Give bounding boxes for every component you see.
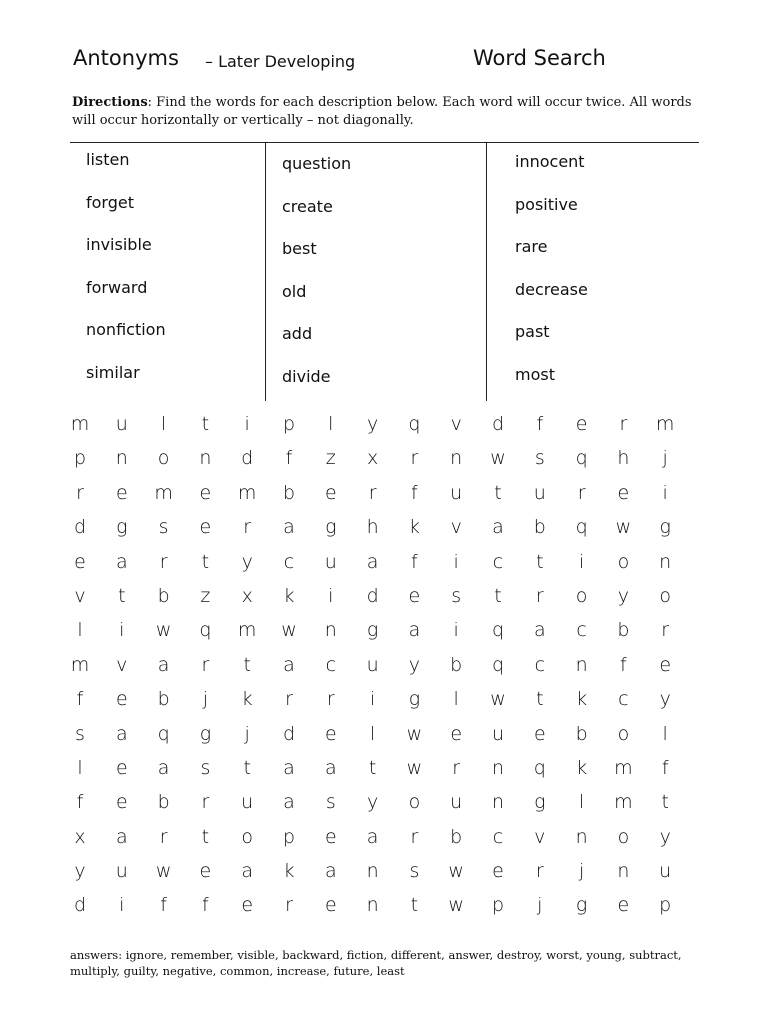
grid-letter[interactable]: q [491,619,505,642]
word-table-top-rule [70,142,699,143]
grid-letter[interactable]: w [448,894,464,917]
grid-letter[interactable]: d [241,447,254,470]
grid-letter[interactable]: m [237,619,257,642]
grid-letter[interactable]: w [406,756,423,779]
grid-letter[interactable]: t [494,481,502,504]
grid-letter[interactable]: v [450,413,462,435]
grid-letter[interactable]: i [119,894,125,917]
grid-letter[interactable]: w [490,688,506,711]
grid-letter[interactable]: e [575,413,588,435]
grid-letter[interactable]: j [662,447,668,470]
grid-letter[interactable]: j [578,860,585,883]
grid-letter[interactable]: v [534,825,546,848]
grid-letter[interactable]: e [324,722,337,745]
grid-letter[interactable]: y [659,688,671,711]
grid-letter[interactable]: j [202,688,209,711]
grid-letter[interactable]: g [534,791,546,814]
clue-word: past [515,322,550,342]
grid-letter[interactable]: m [614,791,633,814]
grid-letter[interactable]: l [578,791,585,814]
word-column [515,152,588,408]
grid-letter[interactable]: u [366,653,379,676]
answer-key: answers: ignore, remember, visible, backward, fiction, different, answer, destroy, worst, young, subtract, multiply, guilty, negative, common, increase, future, least [70,948,682,978]
grid-letter[interactable]: n [366,894,379,917]
grid-letter[interactable]: q [491,653,505,676]
grid-letter[interactable]: n [575,825,588,848]
grid-letter[interactable]: r [159,825,168,848]
grid-letter[interactable]: y [366,791,379,814]
grid-letter[interactable]: a [492,516,504,539]
grid-letter[interactable]: v [450,516,462,539]
grid-letter[interactable]: b [157,688,170,711]
grid-letter[interactable]: y [659,825,671,848]
grid-letter[interactable]: a [283,756,295,779]
grid-letter[interactable]: e [115,481,128,504]
grid-letter[interactable]: k [283,584,295,607]
grid-letter[interactable]: l [77,619,83,642]
grid-letter[interactable]: u [659,860,672,883]
grid-letter[interactable]: n [450,447,463,470]
grid-letter[interactable]: s [200,756,211,779]
grid-letter[interactable]: r [243,516,252,539]
grid-letter[interactable]: u [450,481,463,504]
grid-letter[interactable]: w [615,516,632,539]
grid-letter[interactable]: q [575,447,588,470]
grid-letter[interactable]: t [201,825,210,848]
grid-letter[interactable]: g [325,516,337,539]
grid-letter[interactable]: r [661,619,670,642]
grid-letter[interactable]: i [662,481,668,504]
grid-letter[interactable]: a [533,619,546,642]
grid-letter[interactable]: l [453,688,459,711]
grid-letter[interactable]: r [577,481,586,504]
grid-letter[interactable]: n [115,447,128,470]
grid-letter[interactable]: e [617,481,630,504]
grid-row [60,616,690,650]
grid-letter[interactable]: k [241,688,253,711]
clue-word: innocent [515,152,585,171]
grid-letter[interactable]: f [76,791,84,814]
grid-letter[interactable]: h [366,516,379,539]
grid-letter[interactable]: v [74,584,86,607]
grid-letter[interactable]: j [244,722,250,745]
grid-letter[interactable]: l [369,722,376,745]
grid-letter[interactable]: e [199,481,212,504]
grid-letter[interactable]: e [659,653,672,676]
grid-letter[interactable]: c [576,619,587,642]
grid-letter[interactable]: l [662,722,668,745]
grid-letter[interactable]: e [492,860,504,883]
grid-letter[interactable]: x [74,825,86,848]
grid-letter[interactable]: e [617,894,630,917]
grid-letter[interactable]: t [201,550,210,573]
grid-letter[interactable]: c [492,550,504,573]
grid-letter[interactable]: b [450,653,463,676]
grid-letter[interactable]: x [241,584,253,607]
grid-letter[interactable]: n [575,653,588,676]
grid-letter[interactable]: i [453,619,459,642]
grid-letter[interactable]: g [575,894,588,917]
grid-letter[interactable]: k [576,688,588,711]
worksheet-type: Word Search [473,46,606,70]
grid-letter[interactable]: o [241,825,253,848]
worksheet-header [73,46,693,80]
grid-letter[interactable]: r [159,550,168,573]
grid-letter[interactable]: w [281,619,297,642]
grid-letter[interactable]: e [450,722,463,745]
grid-letter[interactable]: t [368,756,377,779]
grid-letter[interactable]: z [200,584,211,607]
grid-row [60,788,690,822]
grid-letter[interactable]: r [410,447,419,470]
grid-letter[interactable]: d [491,413,505,435]
grid-letter[interactable]: y [74,860,86,883]
grid-letter[interactable]: e [408,584,421,607]
grid-row [60,754,690,788]
grid-letter[interactable]: a [408,619,421,642]
grid-letter[interactable]: q [575,516,588,539]
grid-letter[interactable]: m [70,413,90,435]
letter-grid [60,410,690,926]
grid-letter[interactable]: f [411,481,418,504]
grid-letter[interactable]: e [115,688,128,711]
grid-letter[interactable]: d [282,722,296,745]
grid-letter[interactable]: r [76,481,84,504]
grid-letter[interactable]: l [77,756,83,779]
grid-letter[interactable]: f [411,550,418,573]
clue-word: create [282,196,333,216]
clue-word: listen [86,150,130,169]
grid-letter[interactable]: y [408,653,421,676]
grid-letter[interactable]: e [74,550,86,573]
grid-letter[interactable]: i [328,584,334,607]
grid-letter[interactable]: a [283,516,295,539]
grid-letter[interactable]: v [116,653,128,676]
grid-letter[interactable]: u [115,860,128,883]
grid-row [60,410,690,444]
grid-letter[interactable]: i [119,619,125,642]
grid-letter[interactable]: o [617,550,630,573]
grid-letter[interactable]: p [659,894,672,917]
grid-letter[interactable]: c [618,688,629,711]
grid-letter[interactable]: d [366,584,379,607]
grid-letter[interactable]: e [324,894,337,917]
worksheet-subtitle: – Later Developing [205,52,356,71]
grid-letter[interactable]: d [73,516,87,539]
grid-row [60,444,690,478]
directions-label: Directions [72,95,148,110]
grid-letter[interactable]: l [328,413,334,435]
grid-letter[interactable]: e [115,791,128,814]
grid-letter[interactable]: f [536,413,544,435]
grid-letter[interactable]: g [366,619,379,642]
grid-letter[interactable]: f [202,894,209,917]
grid-row [60,513,690,547]
grid-letter[interactable]: p [491,894,505,917]
grid-letter[interactable]: l [160,413,167,435]
grid-letter[interactable]: p [73,447,87,470]
grid-letter[interactable]: i [244,413,250,435]
grid-letter[interactable]: u [450,791,463,814]
grid-row [60,857,690,891]
grid-letter[interactable]: a [366,825,379,848]
grid-letter[interactable]: t [494,584,502,607]
grid-letter[interactable]: b [157,791,170,814]
grid-letter[interactable]: n [366,860,379,883]
grid-letter[interactable]: q [533,756,546,779]
grid-letter[interactable]: n [491,756,505,779]
grid-letter[interactable]: o [617,825,630,848]
grid-letter[interactable]: m [655,413,675,435]
grid-letter[interactable]: g [199,722,212,745]
grid-letter[interactable]: h [617,447,630,470]
grid-letter[interactable]: e [199,860,212,883]
grid-letter[interactable]: i [369,688,376,711]
grid-letter[interactable]: f [76,688,84,711]
clue-word: old [282,281,307,301]
grid-letter[interactable]: n [491,791,505,814]
grid-letter[interactable]: b [533,516,546,539]
grid-letter[interactable]: t [661,791,669,814]
grid-letter[interactable]: n [324,619,337,642]
grid-letter[interactable]: n [617,860,630,883]
grid-letter[interactable]: s [75,722,85,745]
grid-letter[interactable]: r [619,413,628,435]
grid-letter[interactable]: e [533,722,546,745]
grid-letter[interactable]: w [406,722,423,745]
grid-letter[interactable]: f [661,756,669,779]
grid-letter[interactable]: r [452,756,461,779]
grid-row [60,479,690,513]
grid-letter[interactable]: r [201,791,210,814]
grid-letter[interactable]: y [617,584,630,607]
grid-letter[interactable]: k [576,756,588,779]
grid-letter[interactable]: r [535,860,544,883]
grid-letter[interactable]: t [118,584,126,607]
grid-letter[interactable]: w [155,619,172,642]
grid-row [60,651,690,685]
grid-letter[interactable]: e [115,756,128,779]
clue-word: forward [86,277,148,297]
clue-word: question [282,154,352,173]
clue-word: most [515,364,555,384]
grid-letter[interactable]: m [70,653,90,676]
grid-letter[interactable]: p [282,413,296,435]
grid-letter[interactable]: n [199,447,212,470]
grid-letter[interactable]: f [620,653,627,676]
grid-letter[interactable]: a [115,722,128,745]
clue-word: nonfiction [86,320,166,340]
grid-letter[interactable]: d [73,894,87,917]
grid-letter[interactable]: t [536,550,544,573]
grid-letter[interactable]: b [450,825,463,848]
grid-letter[interactable]: c [325,653,337,676]
grid-letter[interactable]: t [410,894,419,917]
grid-letter[interactable]: r [285,894,293,917]
grid-letter[interactable]: r [201,653,210,676]
grid-letter[interactable]: q [408,413,421,435]
grid-letter[interactable]: b [575,722,588,745]
directions-paragraph [72,94,702,130]
grid-letter[interactable]: e [199,516,212,539]
grid-letter[interactable]: m [614,756,633,779]
grid-letter[interactable]: s [451,584,462,607]
grid-letter[interactable]: q [157,722,170,745]
grid-letter[interactable]: g [659,516,671,539]
grid-row [60,548,690,582]
grid-letter[interactable]: o [575,584,588,607]
grid-letter[interactable]: e [324,825,337,848]
grid-letter[interactable]: o [617,722,630,745]
word-column [282,154,351,410]
grid-letter[interactable]: w [155,860,172,883]
grid-letter[interactable]: b [157,584,170,607]
grid-letter[interactable]: q [199,619,212,642]
grid-letter[interactable]: a [241,860,254,883]
worksheet-title: Antonyms [73,46,179,70]
word-table-column-rule [265,143,266,401]
clue-word: best [282,239,317,259]
grid-row [60,891,690,925]
grid-letter[interactable]: u [533,481,546,504]
clue-word: rare [515,237,548,257]
grid-letter[interactable]: u [241,791,254,814]
grid-letter[interactable]: k [283,860,295,883]
grid-letter[interactable]: i [453,550,459,573]
grid-letter[interactable]: m [237,481,257,504]
clue-word: divide [282,366,331,386]
grid-letter[interactable]: z [325,447,336,470]
grid-row [60,823,690,857]
grid-row [60,582,690,616]
grid-letter[interactable]: a [366,550,379,573]
grid-letter[interactable]: f [285,447,293,470]
clue-word: add [282,324,313,344]
grid-letter[interactable]: f [160,894,167,917]
grid-letter[interactable]: r [285,688,293,711]
grid-letter[interactable]: a [115,550,128,573]
grid-letter[interactable]: g [408,688,421,711]
word-column [86,150,166,406]
grid-row [60,685,690,719]
grid-letter[interactable]: r [368,481,377,504]
grid-letter[interactable]: g [116,516,128,539]
grid-letter[interactable]: k [408,516,420,539]
grid-letter[interactable]: b [617,619,630,642]
grid-letter[interactable]: e [241,894,254,917]
grid-letter[interactable]: a [283,791,295,814]
grid-letter[interactable]: a [157,653,170,676]
clue-word: invisible [86,235,152,255]
grid-letter[interactable]: b [282,481,296,504]
grid-letter[interactable]: c [283,550,295,573]
grid-letter[interactable]: u [115,413,128,435]
grid-letter[interactable]: o [157,447,170,470]
grid-letter[interactable]: p [282,825,296,848]
grid-letter[interactable]: a [115,825,128,848]
clue-word: forget [86,192,134,212]
grid-letter[interactable]: x [366,447,379,470]
grid-letter[interactable]: s [534,447,545,470]
grid-letter[interactable]: y [241,550,253,573]
grid-letter[interactable]: a [324,860,337,883]
grid-letter[interactable]: a [157,756,170,779]
grid-letter[interactable]: o [659,584,671,607]
grid-letter[interactable]: t [536,688,544,711]
grid-letter[interactable]: t [201,413,210,435]
grid-letter[interactable]: s [158,516,169,539]
grid-row [60,720,690,754]
grid-letter[interactable]: w [448,860,464,883]
grid-letter[interactable]: a [324,756,337,779]
grid-letter[interactable]: n [659,550,672,573]
grid-letter[interactable]: a [283,653,295,676]
grid-letter[interactable]: s [325,791,336,814]
clue-word: similar [86,362,140,382]
grid-letter[interactable]: t [243,653,251,676]
grid-letter[interactable]: m [154,481,173,504]
grid-letter[interactable]: o [408,791,421,814]
clue-word: positive [515,194,578,214]
grid-letter[interactable]: c [534,653,546,676]
grid-letter[interactable]: s [409,860,420,883]
grid-letter[interactable]: r [326,688,335,711]
grid-letter[interactable]: w [490,447,506,470]
grid-letter[interactable]: r [535,584,544,607]
grid-letter[interactable]: i [578,550,585,573]
grid-letter[interactable]: t [243,756,251,779]
directions-text: : Find the words for each description below. Each word will occur twice. All words will occur horizontally or vertically – not diagonally. [72,95,692,128]
grid-letter[interactable]: u [491,722,505,745]
grid-letter[interactable]: c [492,825,504,848]
grid-letter[interactable]: r [410,825,419,848]
grid-letter[interactable]: e [324,481,337,504]
grid-letter[interactable]: y [366,413,379,435]
grid-letter[interactable]: u [324,550,337,573]
clue-word: decrease [515,279,588,299]
word-table-column-rule [486,143,487,401]
grid-letter[interactable]: j [537,894,543,917]
